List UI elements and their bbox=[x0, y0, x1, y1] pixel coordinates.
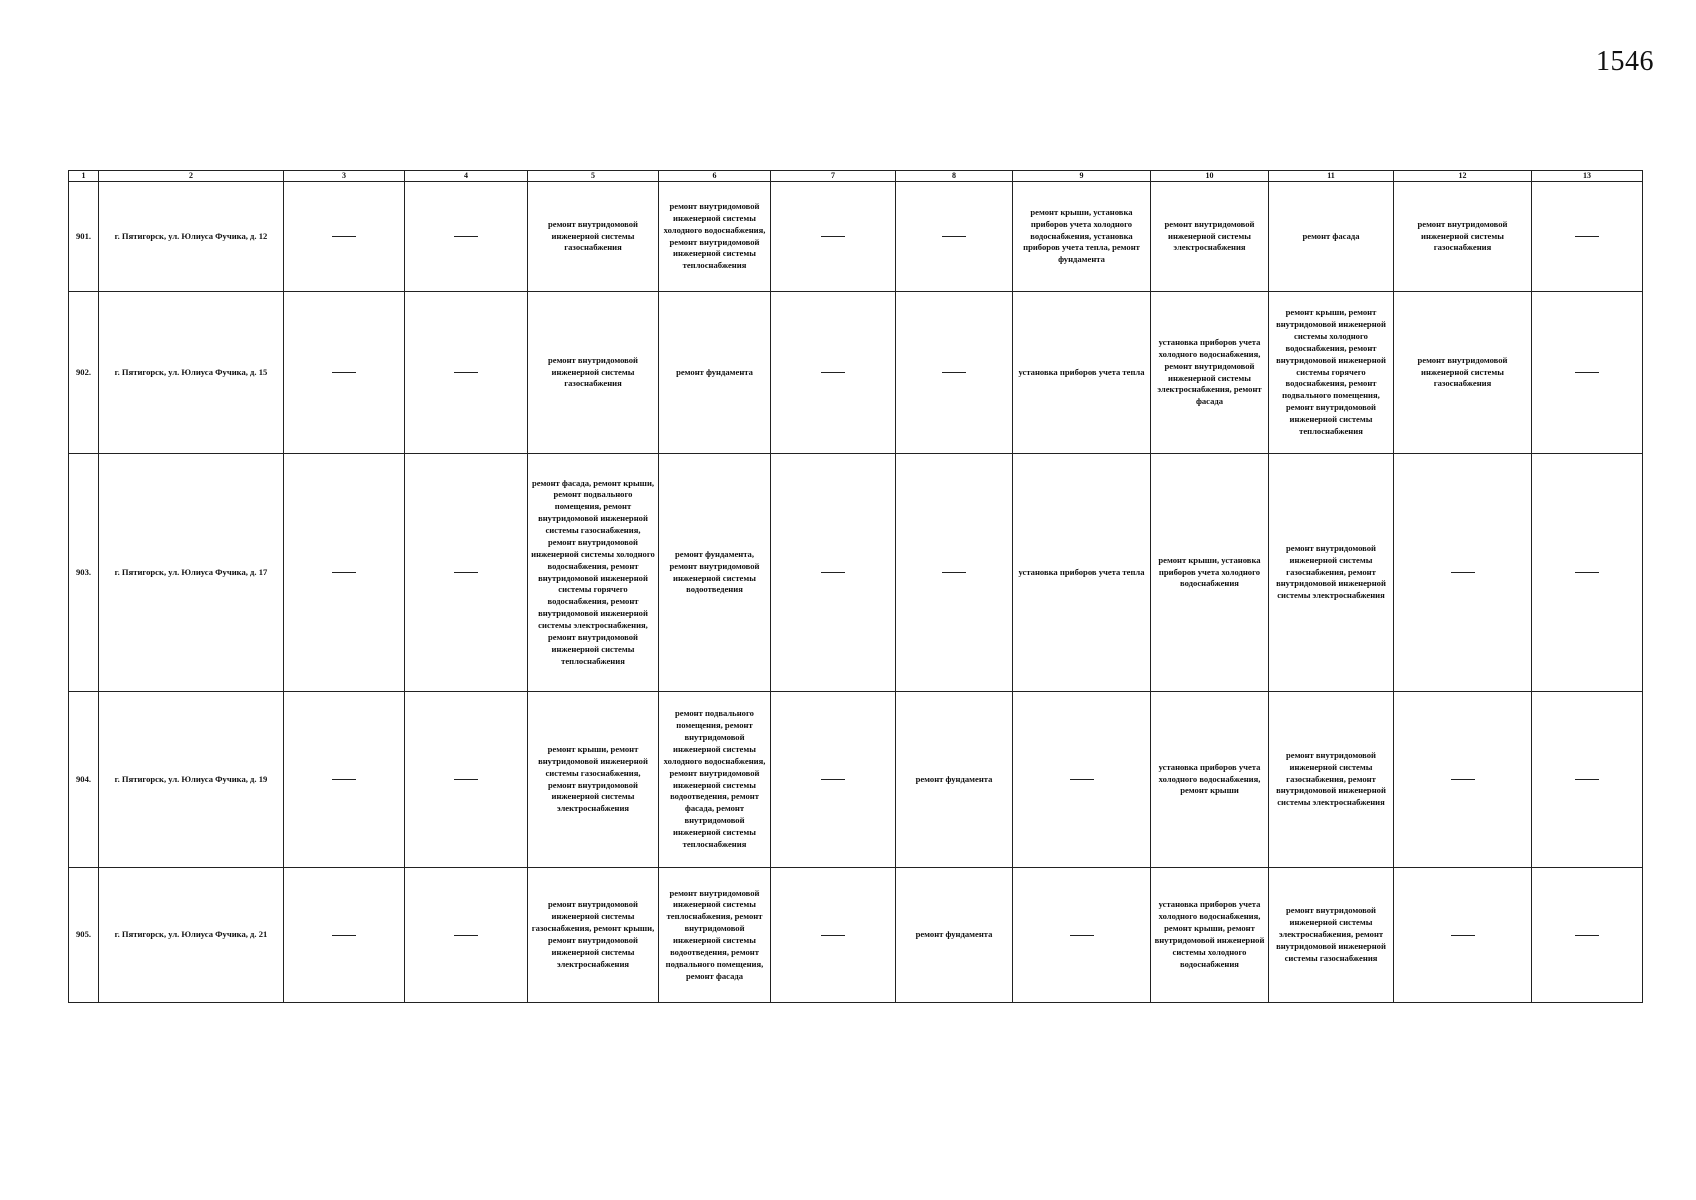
row-number-cell: 905. bbox=[69, 868, 99, 1003]
repair-schedule-table bbox=[68, 170, 1643, 1003]
empty-cell bbox=[1532, 292, 1643, 454]
work-cell: ремонт внутридомовой инженерной системы газоснабжения, ремонт крыши, ремонт внутридомовой инженерной системы электроснабжения bbox=[528, 868, 659, 1003]
work-cell: ремонт крыши, ремонт внутридомовой инженерной системы холодного водоснабжения, ремонт внутридомовой инженерной системы горячего водоснабжения, ремонт подвального помещения, ремонт внутридомовой инженерной системы теплоснабжения bbox=[1269, 292, 1394, 454]
work-cell: ремонт внутридомовой инженерной системы холодного водоснабжения, ремонт внутридомовой инженерной системы теплоснабжения bbox=[659, 182, 771, 292]
dash-mark bbox=[942, 372, 966, 373]
row-number-cell: 901. bbox=[69, 182, 99, 292]
empty-cell bbox=[771, 868, 896, 1003]
work-cell: ремонт внутридомовой инженерной системы газоснабжения, ремонт внутридомовой инженерной системы электроснабжения bbox=[1269, 692, 1394, 868]
work-cell: ремонт внутридомовой инженерной системы газоснабжения bbox=[1394, 292, 1532, 454]
dash-mark bbox=[1575, 935, 1599, 936]
empty-cell bbox=[1532, 692, 1643, 868]
work-cell: ремонт внутридомовой инженерной системы газоснабжения, ремонт внутридомовой инженерной системы электроснабжения bbox=[1269, 454, 1394, 692]
empty-cell bbox=[771, 292, 896, 454]
column-header: 12 bbox=[1394, 171, 1532, 182]
column-header: 3 bbox=[284, 171, 405, 182]
empty-cell bbox=[284, 292, 405, 454]
empty-cell bbox=[1013, 868, 1151, 1003]
work-cell: ремонт внутридомовой инженерной системы газоснабжения bbox=[528, 182, 659, 292]
table-row bbox=[69, 292, 1643, 454]
empty-cell bbox=[1532, 868, 1643, 1003]
dash-mark bbox=[821, 779, 845, 780]
column-header: 1 bbox=[69, 171, 99, 182]
empty-cell bbox=[284, 454, 405, 692]
work-cell: ремонт подвального помещения, ремонт внутридомовой инженерной системы холодного водоснабжения, ремонт внутридомовой инженерной системы водоотведения, ремонт фасада, ремонт внутридомовой инженерной системы теплоснабжения bbox=[659, 692, 771, 868]
dash-mark bbox=[821, 935, 845, 936]
column-header: 8 bbox=[896, 171, 1013, 182]
work-cell: ремонт внутридомовой инженерной системы теплоснабжения, ремонт внутридомовой инженерной системы водоотведения, ремонт подвального помещения, ремонт фасада bbox=[659, 868, 771, 1003]
empty-cell bbox=[896, 292, 1013, 454]
empty-cell bbox=[771, 692, 896, 868]
column-header: 2 bbox=[99, 171, 284, 182]
empty-cell bbox=[1532, 182, 1643, 292]
dash-mark bbox=[332, 236, 356, 237]
page-number: 1546 bbox=[1596, 46, 1654, 77]
empty-cell bbox=[405, 868, 528, 1003]
dash-mark bbox=[821, 236, 845, 237]
table-body bbox=[69, 182, 1643, 1003]
column-header: 11 bbox=[1269, 171, 1394, 182]
table-row bbox=[69, 454, 1643, 692]
dash-mark bbox=[1451, 935, 1475, 936]
dash-mark bbox=[942, 236, 966, 237]
dash-mark bbox=[1070, 779, 1094, 780]
column-header: 4 bbox=[405, 171, 528, 182]
address-cell: г. Пятигорск, ул. Юлиуса Фучика, д. 17 bbox=[99, 454, 284, 692]
empty-cell bbox=[771, 182, 896, 292]
empty-cell bbox=[896, 454, 1013, 692]
work-cell: ремонт внутридомовой инженерной системы газоснабжения bbox=[528, 292, 659, 454]
work-cell: установка приборов учета холодного водоснабжения, ремонт крыши bbox=[1151, 692, 1269, 868]
work-cell: установка приборов учета тепла bbox=[1013, 292, 1151, 454]
dash-mark bbox=[942, 572, 966, 573]
table-row bbox=[69, 182, 1643, 292]
empty-cell bbox=[405, 692, 528, 868]
dash-mark bbox=[454, 372, 478, 373]
table-row bbox=[69, 692, 1643, 868]
work-cell: установка приборов учета холодного водоснабжения, ремонт внутридомовой инженерной системы электроснабжения, ремонт фасада bbox=[1151, 292, 1269, 454]
column-header: 10 bbox=[1151, 171, 1269, 182]
work-cell: ремонт фундамента bbox=[896, 692, 1013, 868]
dash-mark bbox=[821, 372, 845, 373]
dash-mark bbox=[1451, 572, 1475, 573]
column-header: 13 bbox=[1532, 171, 1643, 182]
dash-mark bbox=[332, 935, 356, 936]
column-header: 5 bbox=[528, 171, 659, 182]
table-row bbox=[69, 868, 1643, 1003]
work-cell: установка приборов учета тепла bbox=[1013, 454, 1151, 692]
empty-cell bbox=[405, 292, 528, 454]
work-cell: ремонт внутридомовой инженерной системы газоснабжения bbox=[1394, 182, 1532, 292]
dash-mark bbox=[1575, 236, 1599, 237]
dash-mark bbox=[1575, 572, 1599, 573]
work-cell: ремонт крыши, установка приборов учета холодного водоснабжения, установка приборов учета тепла, ремонт фундамента bbox=[1013, 182, 1151, 292]
empty-cell bbox=[1532, 454, 1643, 692]
empty-cell bbox=[771, 454, 896, 692]
work-cell: ремонт крыши, установка приборов учета холодного водоснабжения bbox=[1151, 454, 1269, 692]
address-cell: г. Пятигорск, ул. Юлиуса Фучика, д. 15 bbox=[99, 292, 284, 454]
address-cell: г. Пятигорск, ул. Юлиуса Фучика, д. 19 bbox=[99, 692, 284, 868]
empty-cell bbox=[284, 692, 405, 868]
work-cell: установка приборов учета холодного водоснабжения, ремонт крыши, ремонт внутридомовой инженерной системы холодного водоснабжения bbox=[1151, 868, 1269, 1003]
row-number-cell: 904. bbox=[69, 692, 99, 868]
empty-cell bbox=[1394, 692, 1532, 868]
dash-mark bbox=[332, 779, 356, 780]
empty-cell bbox=[284, 868, 405, 1003]
empty-cell bbox=[284, 182, 405, 292]
work-cell: ремонт крыши, ремонт внутридомовой инженерной системы газоснабжения, ремонт внутридомовой инженерной системы электроснабжения bbox=[528, 692, 659, 868]
work-cell: ремонт фундамента bbox=[659, 292, 771, 454]
column-header: 6 bbox=[659, 171, 771, 182]
row-number-cell: 903. bbox=[69, 454, 99, 692]
work-cell: ремонт фундамента, ремонт внутридомовой инженерной системы водоотведения bbox=[659, 454, 771, 692]
address-cell: г. Пятигорск, ул. Юлиуса Фучика, д. 21 bbox=[99, 868, 284, 1003]
dash-mark bbox=[454, 572, 478, 573]
dash-mark bbox=[454, 236, 478, 237]
work-cell: ремонт фасада, ремонт крыши, ремонт подвального помещения, ремонт внутридомовой инженерной системы газоснабжения, ремонт внутридомовой инженерной системы холодного водоснабжения, ремонт внутридомовой инженерной системы горячего водоснабжения, ремонт внутридомовой инженерной системы электроснабжения, ремонт внутридомовой инженерной системы теплоснабжения bbox=[528, 454, 659, 692]
dash-mark bbox=[1070, 935, 1094, 936]
empty-cell bbox=[1394, 868, 1532, 1003]
empty-cell bbox=[405, 454, 528, 692]
work-cell: ремонт фасада bbox=[1269, 182, 1394, 292]
dash-mark bbox=[1451, 779, 1475, 780]
dash-mark bbox=[1575, 779, 1599, 780]
empty-cell bbox=[1013, 692, 1151, 868]
dash-mark bbox=[821, 572, 845, 573]
dash-mark bbox=[454, 935, 478, 936]
column-header: 9 bbox=[1013, 171, 1151, 182]
dash-mark bbox=[332, 572, 356, 573]
dash-mark bbox=[1575, 372, 1599, 373]
work-cell: ремонт внутридомовой инженерной системы электроснабжения, ремонт внутридомовой инженерной системы газоснабжения bbox=[1269, 868, 1394, 1003]
work-cell: ремонт внутридомовой инженерной системы электроснабжения bbox=[1151, 182, 1269, 292]
dash-mark bbox=[454, 779, 478, 780]
empty-cell bbox=[405, 182, 528, 292]
work-cell: ремонт фундамента bbox=[896, 868, 1013, 1003]
empty-cell bbox=[896, 182, 1013, 292]
column-header: 7 bbox=[771, 171, 896, 182]
row-number-cell: 902. bbox=[69, 292, 99, 454]
dash-mark bbox=[332, 372, 356, 373]
column-number-row bbox=[69, 171, 1643, 182]
empty-cell bbox=[1394, 454, 1532, 692]
address-cell: г. Пятигорск, ул. Юлиуса Фучика, д. 12 bbox=[99, 182, 284, 292]
